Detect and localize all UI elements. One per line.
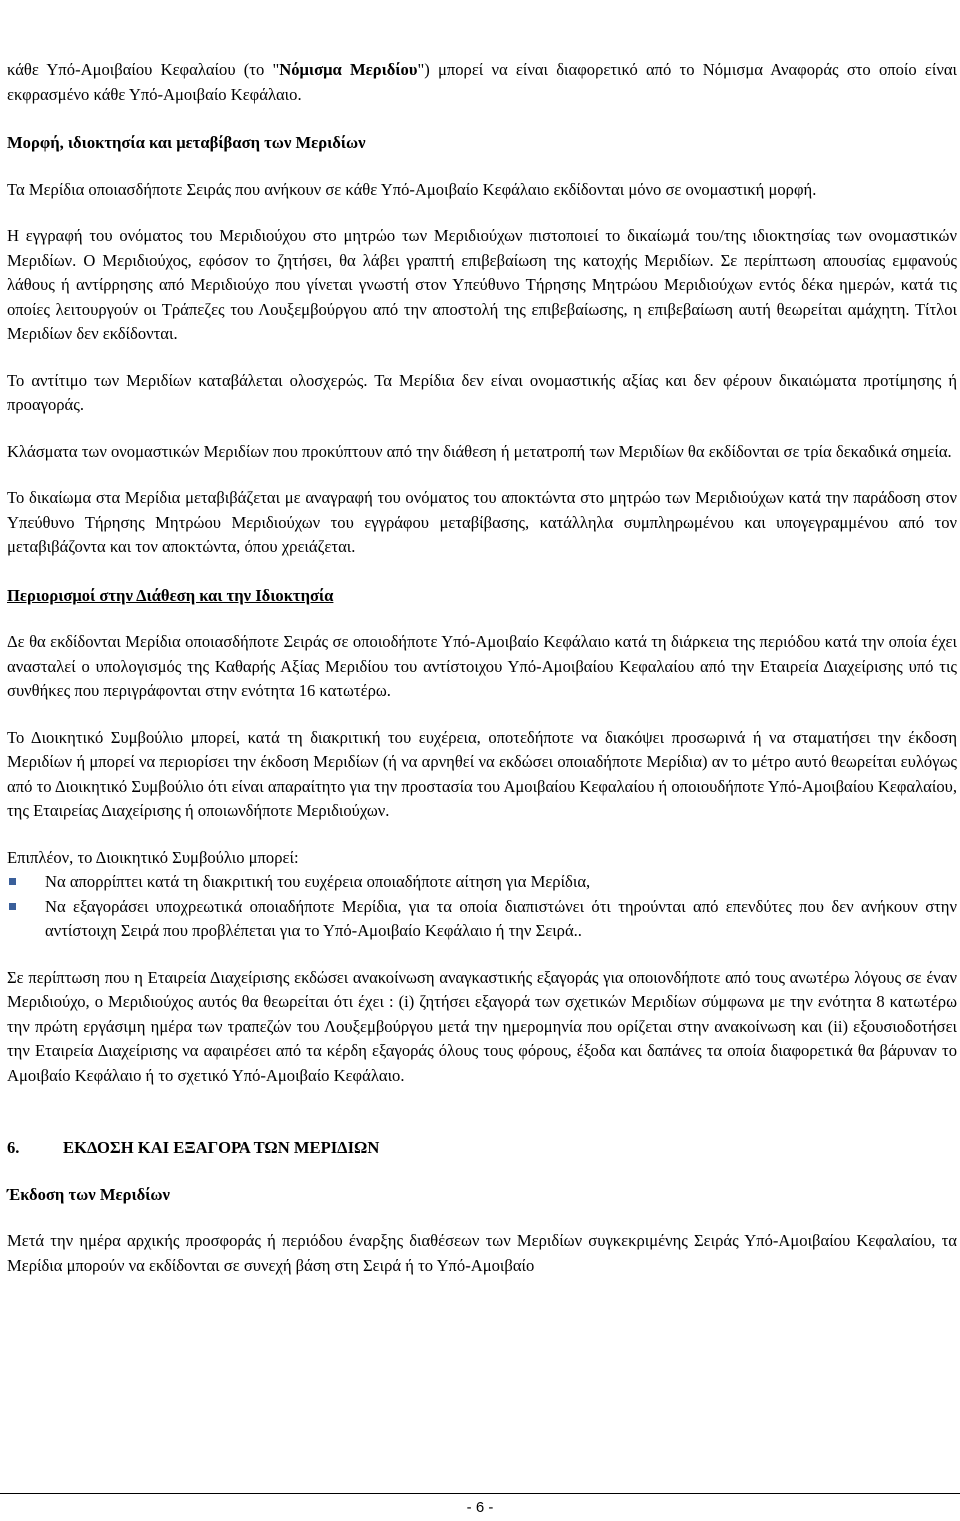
paragraph: Μετά την ημέρα αρχικής προσφοράς ή περιόδου έναρξης διαθέσεων των Μεριδίων συγκεκριμένης Σειράς Υπό-Αμοιβαίου Κεφαλαίου, τα Μερίδια μπορούν να εκδίδονται σε συνεχή βάση στη Σειρά ή το Υπό-Αμοιβαίο xyxy=(7,1231,957,1275)
square-bullet-icon xyxy=(9,903,16,910)
heading-restrictions: Περιορισμοί στην Διάθεση και την Ιδιοκτησία xyxy=(7,585,334,605)
paragraph: Δε θα εκδίδονται Μερίδια οποιασδήποτε Σειράς σε οποιοδήποτε Υπό-Αμοιβαίο Κεφάλαιο κατά τη διάρκεια της περιόδου κατά την οποία έχει ανασταλεί ο υπολογισμός της Καθαρής Αξίας Μεριδίου του αντίστοιχου Υπό-Αμοιβαίου Κεφαλαίου από την Εταιρεία Διαχείρισης υπό τις συνθήκες που περιγράφονται στην ενότητα 16 κατωτέρω. xyxy=(7,632,957,700)
list-item: Να απορρίπτει κατά τη διακριτική του ευχέρεια οποιαδήποτε αίτηση για Μερίδια, xyxy=(7,870,957,895)
paragraph: Τα Μερίδια οποιασδήποτε Σειράς που ανήκουν σε κάθε Υπό-Αμοιβαίο Κεφάλαιο εκδίδονται μόνο σε ονομαστική μορφή. xyxy=(7,179,817,199)
square-bullet-icon xyxy=(9,878,16,885)
document-page xyxy=(7,58,957,1278)
paragraph: Σε περίπτωση που η Εταιρεία Διαχείρισης εκδώσει ανακοίνωση αναγκαστικής εξαγοράς για οποιονδήποτε από τους ανωτέρω λόγους σε έναν Μεριδιούχο, ο Μεριδιούχος αυτός θα θεωρείται ότι έχει : (i) ζητήσει εξαγορά των σχετικών Μεριδίων σύμφωνα με την ενότητα 8 κατωτέρω την πρώτη εργάσιμη ημέρα των τραπεζών του Λουξεμβούργου μετά την ημερομηνία που ορίζεται στην ανακοίνωση και (ii) εξουσιοδοτήσει την Εταιρεία Διαχείρισης να αφαιρέσει από τα κέρδη εξαγοράς όλους τους φόρους, έξοδα και δαπάνες τα οποία διαφορετικά θα βάρυναν το Αμοιβαίο Κεφάλαιο ή το σχετικό Υπό-Αμοιβαίο Κεφάλαιο. xyxy=(7,967,957,1085)
page-number: - 6 - xyxy=(466,1499,494,1516)
paragraph: Η εγγραφή του ονόματος του Μεριδιούχου στο μητρώο των Μεριδιούχων πιστοποιεί το δικαίωμά του/της ιδιοκτησίας των ονομαστικών Μεριδίων. Ο Μεριδιούχος, εφόσον το ζητήσει, θα λάβει γραπτή επιβεβαίωση της κατοχής Μεριδίων. Σε περίπτωση απουσίας εμφανούς λάθους ή αντίρρησης από Μεριδιούχο που γίνεται γνωστή στον Υπεύθυνο Τήρησης Μητρώου Μεριδιούχων εντός δέκα ημερών, κατά τις οποίες λειτουργούν οι Τράπεζες του Λουξεμβούργου από την αποστολή της επιβεβαίωσης, η επιβεβαίωση αυτή θεωρείται αμάχητη. Τίτλοι Μεριδίων δεν εκδίδονται. xyxy=(7,226,957,343)
paragraph: Το αντίτιμο των Μεριδίων καταβάλεται ολοσχερώς. Τα Μερίδια δεν είναι ονομαστικής αξίας και δεν φέρουν δικαιώματα προτίμησης ή προαγοράς. xyxy=(7,370,957,414)
paragraph: Το Διοικητικό Συμβούλιο μπορεί, κατά τη διακριτική του ευχέρεια, οποτεδήποτε να διακόψει προσωρινά ή να σταματήσει την έκδοση Μεριδίων ή μπορεί να περιορίσει την έκδοση Μεριδίων (ή να αρνηθεί να εκδώσει οποιαδήποτε Μερίδια) αν το μέτρο αυτό θεωρείται ευλόγως από το Διοικητικό Συμβούλιο ότι είναι απαραίτητο για την προστασία του Αμοιβαίου Κεφαλαίου ή οποιουδήποτε Υπό-Αμοιβαίου Κεφαλαίου, της Εταιρείας Διαχείρισης ή οποιωνδήποτε Μεριδιούχων. xyxy=(7,727,957,820)
section-title: ΕΚΔΟΣΗ ΚΑΙ ΕΞΑΓΟΡΑ ΤΩΝ ΜΕΡΙΔΙΩΝ xyxy=(63,1138,380,1157)
paragraph: Κλάσματα των ονομαστικών Μεριδίων που προκύπτουν από την διάθεση ή μετατροπή των Μεριδίων θα εκδίδονται σε τρία δεκαδικά σημεία. xyxy=(7,441,952,461)
currency-term: Νόμισμα Μεριδίου xyxy=(279,60,418,79)
intro-paragraph: κάθε Υπό-Αμοιβαίου Κεφαλαίου (το "Νόμισμα Μεριδίου") μπορεί να είναι διαφορετικό από το Νόμισμα Αναφοράς στο οποίο είναι εκφρασμένο κάθε Υπό-Αμοιβαίο Κεφάλαιο. xyxy=(7,60,958,104)
section-heading xyxy=(7,1136,957,1161)
list-item: Να εξαγοράσει υποχρεωτικά οποιαδήποτε Μερίδια, για τα οποία διαπιστώνει ότι τηρούνται από επενδύτες που δεν ανήκουν στην αντίστοιχη Σειρά που προβλέπεται για το Υπό-Αμοιβαίο Κεφάλαιο ή την Σειρά.. xyxy=(7,895,957,944)
footer-divider xyxy=(0,1493,960,1494)
section-number: 6. xyxy=(7,1138,20,1157)
paragraph: Το δικαίωμα στα Μερίδια μεταβιβάζεται με αναγραφή του ονόματος του αποκτώντα στο μητρώο των Μεριδιούχων κατά την παράδοση στον Υπεύθυνο Τήρησης Μητρώου Μεριδιούχων του εγγράφου μεταβίβασης, κατάλληλα συμπληρωμένου και υπογεγραμμένου από τον μεταβιβάζοντα και τον αποκτώντα, όπου χρειάζεται. xyxy=(7,488,957,556)
paragraph: Επιπλέον, το Διοικητικό Συμβούλιο μπορεί: xyxy=(7,847,299,867)
bullet-list xyxy=(7,870,957,944)
heading-form-ownership: Μορφή, ιδιοκτησία και μεταβίβαση των Μεριδίων xyxy=(7,133,366,152)
heading-issue: Έκδοση των Μεριδίων xyxy=(7,1184,170,1204)
